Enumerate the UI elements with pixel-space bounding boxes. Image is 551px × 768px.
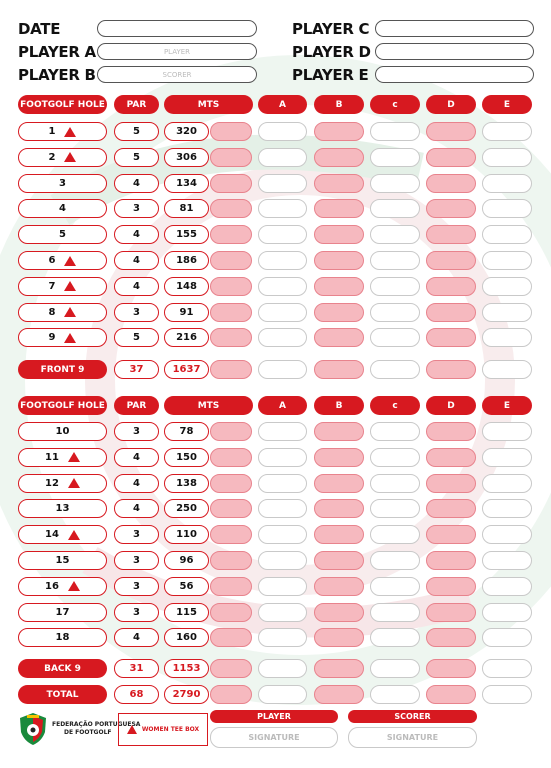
hole-number-cell (18, 474, 107, 493)
scorer-signature-header: SCORER (348, 710, 477, 723)
player-c-score-input[interactable] (370, 122, 420, 141)
women-tee-triangle-icon (68, 581, 80, 591)
hole-number: 1 (48, 126, 56, 137)
player-d-score-input[interactable] (426, 525, 476, 544)
player-a-score-input[interactable] (258, 122, 307, 141)
player-b-score-input[interactable] (314, 122, 364, 141)
extra-score-input[interactable] (210, 422, 252, 441)
player-e-score-input[interactable] (482, 251, 532, 270)
par-cell: 4 (114, 174, 159, 193)
player-d-score-input[interactable] (426, 551, 476, 570)
legend-label: WOMEN TEE BOX (141, 726, 200, 733)
federation-name-line1: FEDERAÇÃO PORTUGUESA (52, 721, 141, 728)
hole-number-cell (18, 174, 107, 193)
extra-score-input[interactable] (210, 499, 252, 518)
player-c-score-input[interactable] (370, 422, 420, 441)
par-cell: 4 (114, 225, 159, 244)
scorer-signature-field[interactable]: SIGNATURE (348, 727, 477, 748)
hole-number: 14 (45, 529, 59, 541)
federation-name-line2: DE FOOTGOLF (64, 729, 112, 736)
hole-number: 11 (45, 451, 59, 463)
player-a-score-input[interactable] (258, 148, 307, 167)
player-e-score-input[interactable] (482, 474, 532, 493)
meters-cell: 91 (164, 303, 209, 322)
hole-number-cell (18, 448, 107, 467)
par-cell: 4 (114, 474, 159, 493)
player-e-score-input[interactable] (482, 628, 532, 647)
hole-number: 18 (55, 632, 70, 644)
hole-number-cell (18, 422, 107, 441)
front9-d-input[interactable] (426, 360, 476, 379)
extra-score-input[interactable] (210, 303, 252, 322)
player-c-score-input[interactable] (370, 628, 420, 647)
player-e-score-input[interactable] (482, 525, 532, 544)
meters-cell: 110 (164, 525, 209, 544)
hole-number-cell (18, 525, 107, 544)
extra-score-input[interactable] (210, 551, 252, 570)
player-c-score-input[interactable] (370, 551, 420, 570)
player-c-score-input[interactable] (370, 603, 420, 622)
meters-cell: 134 (164, 174, 209, 193)
par-cell: 3 (114, 551, 159, 570)
par-cell: 4 (114, 499, 159, 518)
player-d-score-input[interactable] (426, 122, 476, 141)
extra-score-input[interactable] (210, 328, 252, 347)
hole-number: 12 (45, 477, 59, 489)
extra-score-input[interactable] (210, 474, 252, 493)
extra-score-input[interactable] (210, 174, 252, 193)
extra-score-input[interactable] (210, 199, 252, 218)
front9-extra-input[interactable] (210, 360, 252, 379)
meters-cell: 250 (164, 499, 209, 518)
player-a-score-input[interactable] (258, 422, 307, 441)
player-c-field[interactable] (375, 20, 534, 37)
women-tee-triangle-icon (68, 478, 80, 488)
player-signature-field[interactable]: SIGNATURE (210, 727, 338, 748)
player-b-score-input[interactable] (314, 448, 364, 467)
front9-par: 37 (114, 360, 159, 379)
extra-score-input[interactable] (210, 628, 252, 647)
hole-number: 7 (48, 280, 56, 292)
player-c-score-input[interactable] (370, 474, 420, 493)
par-cell: 3 (114, 199, 159, 218)
player-d-score-input[interactable] (426, 499, 476, 518)
meters-cell: 96 (164, 551, 209, 570)
hole-number: 6 (48, 255, 56, 266)
total-mts: 2790 (164, 685, 209, 704)
meters-cell: 155 (164, 225, 209, 244)
player-e-score-input[interactable] (482, 551, 532, 570)
hole-number: 16 (45, 580, 59, 592)
back-header-player-0: A (258, 396, 307, 415)
hole-number: 4 (59, 203, 66, 215)
player-a-score-input[interactable] (258, 603, 307, 622)
player-e-score-input[interactable] (482, 148, 532, 167)
player-b-score-input[interactable] (314, 199, 364, 218)
date-label: DATE (18, 20, 61, 38)
meters-cell: 160 (164, 628, 209, 647)
front-header-par: PAR (114, 95, 159, 114)
meters-cell: 78 (164, 422, 209, 441)
meters-cell: 186 (164, 251, 209, 270)
player-e-score-input[interactable] (482, 577, 532, 596)
player-b-score-input[interactable] (314, 577, 364, 596)
back-header-hole: FOOTGOLF HOLE (18, 396, 107, 415)
federation-logo-icon (18, 712, 48, 746)
player-a-score-input[interactable] (258, 448, 307, 467)
meters-cell: 81 (164, 199, 209, 218)
player-c-score-input[interactable] (370, 174, 420, 193)
player-b-score-input[interactable] (314, 422, 364, 441)
par-cell: 3 (114, 525, 159, 544)
front9-b-input[interactable] (314, 360, 364, 379)
hole-number: 2 (48, 151, 56, 163)
women-tee-triangle-icon (64, 281, 76, 291)
player-c-score-input[interactable] (370, 448, 420, 467)
player-d-score-input[interactable] (426, 251, 476, 270)
hole-number-cell (18, 603, 107, 622)
date-field[interactable] (97, 20, 257, 37)
player-d-score-input[interactable] (426, 577, 476, 596)
back-header-player-4: E (482, 396, 532, 415)
par-cell: 3 (114, 422, 159, 441)
player-a-score-input[interactable] (258, 551, 307, 570)
player-d-score-input[interactable] (426, 448, 476, 467)
back-header-player-3: D (426, 396, 476, 415)
total-a-input[interactable] (258, 685, 307, 704)
player-c-score-input[interactable] (370, 225, 420, 244)
front9-e-input[interactable] (482, 360, 532, 379)
par-cell: 4 (114, 277, 159, 296)
extra-score-input[interactable] (210, 225, 252, 244)
front-header-player-4: E (482, 95, 532, 114)
player-c-score-input[interactable] (370, 525, 420, 544)
player-b-score-input[interactable] (314, 499, 364, 518)
back9-c-input[interactable] (370, 659, 420, 678)
women-tee-triangle-icon (64, 307, 76, 317)
front9-c-input[interactable] (370, 360, 420, 379)
hole-number-cell (18, 303, 107, 322)
par-cell: 3 (114, 577, 159, 596)
par-cell: 5 (114, 328, 159, 347)
extra-score-input[interactable] (210, 251, 252, 270)
player-b-score-input[interactable] (314, 251, 364, 270)
player-e-score-input[interactable] (482, 277, 532, 296)
back9-b-input[interactable] (314, 659, 364, 678)
player-a-field[interactable]: PLAYER (97, 43, 257, 60)
hole-number: 13 (55, 503, 70, 515)
player-d-score-input[interactable] (426, 303, 476, 322)
meters-cell: 216 (164, 328, 209, 347)
player-c-score-input[interactable] (370, 148, 420, 167)
back9-e-input[interactable] (482, 659, 532, 678)
par-cell: 3 (114, 603, 159, 622)
hole-number-cell (18, 199, 107, 218)
player-b-score-input[interactable] (314, 525, 364, 544)
front9-label: FRONT 9 (18, 360, 107, 379)
player-c-score-input[interactable] (370, 199, 420, 218)
back9-extra-input[interactable] (210, 659, 252, 678)
women-tee-triangle-icon (64, 333, 76, 343)
player-d-field[interactable] (375, 43, 534, 60)
hole-number-cell (18, 277, 107, 296)
extra-score-input[interactable] (210, 525, 252, 544)
total-c-input[interactable] (370, 685, 420, 704)
player-a-score-input[interactable] (258, 303, 307, 322)
back9-mts: 1153 (164, 659, 209, 678)
player-c-label: PLAYER C (292, 20, 370, 38)
player-b-score-input[interactable] (314, 551, 364, 570)
player-a-score-input[interactable] (258, 628, 307, 647)
women-tee-triangle-icon (64, 256, 76, 266)
par-cell: 5 (114, 122, 159, 141)
player-a-score-input[interactable] (258, 199, 307, 218)
triangle-icon (127, 725, 137, 734)
player-a-score-input[interactable] (258, 474, 307, 493)
back9-label: BACK 9 (18, 659, 107, 678)
player-e-score-input[interactable] (482, 225, 532, 244)
extra-score-input[interactable] (210, 577, 252, 596)
player-d-score-input[interactable] (426, 225, 476, 244)
player-b-label: PLAYER B (18, 66, 96, 84)
player-a-label: PLAYER A (18, 43, 96, 61)
hole-number-cell (18, 551, 107, 570)
player-e-score-input[interactable] (482, 422, 532, 441)
meters-cell: 148 (164, 277, 209, 296)
hole-number-cell (18, 328, 107, 347)
back-header-player-2: c (370, 396, 420, 415)
player-signature-header: PLAYER (210, 710, 338, 723)
meters-cell: 320 (164, 122, 209, 141)
back-header-player-1: B (314, 396, 364, 415)
front9-a-input[interactable] (258, 360, 307, 379)
total-label: TOTAL (18, 685, 107, 704)
meters-cell: 56 (164, 577, 209, 596)
extra-score-input[interactable] (210, 122, 252, 141)
player-a-score-input[interactable] (258, 251, 307, 270)
player-b-score-input[interactable] (314, 148, 364, 167)
back-header-mts: MTS (164, 396, 253, 415)
player-d-label: PLAYER D (292, 43, 371, 61)
player-a-score-input[interactable] (258, 174, 307, 193)
player-e-score-input[interactable] (482, 199, 532, 218)
player-a-score-input[interactable] (258, 328, 307, 347)
player-c-score-input[interactable] (370, 328, 420, 347)
player-e-label: PLAYER E (292, 66, 369, 84)
player-e-score-input[interactable] (482, 448, 532, 467)
player-a-score-input[interactable] (258, 525, 307, 544)
hole-number: 10 (55, 426, 70, 437)
hole-number-cell (18, 628, 107, 647)
hole-number-cell (18, 122, 107, 141)
women-tee-triangle-icon (64, 152, 76, 162)
extra-score-input[interactable] (210, 148, 252, 167)
women-tee-legend (118, 713, 208, 746)
player-d-score-input[interactable] (426, 422, 476, 441)
hole-number: 3 (59, 177, 66, 189)
par-cell: 4 (114, 448, 159, 467)
player-c-score-input[interactable] (370, 251, 420, 270)
player-a-score-input[interactable] (258, 499, 307, 518)
hole-number-cell (18, 225, 107, 244)
player-e-score-input[interactable] (482, 603, 532, 622)
women-tee-triangle-icon (68, 530, 80, 540)
total-par: 68 (114, 685, 159, 704)
back9-d-input[interactable] (426, 659, 476, 678)
player-d-score-input[interactable] (426, 277, 476, 296)
player-a-score-input[interactable] (258, 277, 307, 296)
back9-a-input[interactable] (258, 659, 307, 678)
player-d-score-input[interactable] (426, 199, 476, 218)
extra-score-input[interactable] (210, 448, 252, 467)
back9-par: 31 (114, 659, 159, 678)
player-b-score-input[interactable] (314, 474, 364, 493)
hole-number: 17 (55, 606, 70, 618)
meters-cell: 115 (164, 603, 209, 622)
player-c-score-input[interactable] (370, 277, 420, 296)
extra-score-input[interactable] (210, 277, 252, 296)
hole-number-cell (18, 148, 107, 167)
player-b-score-input[interactable] (314, 328, 364, 347)
front-header-player-3: D (426, 95, 476, 114)
front9-mts: 1637 (164, 360, 209, 379)
hole-number: 15 (55, 555, 70, 566)
hole-number-cell (18, 577, 107, 596)
player-b-score-input[interactable] (314, 225, 364, 244)
player-c-score-input[interactable] (370, 577, 420, 596)
women-tee-triangle-icon (64, 127, 76, 137)
hole-number: 8 (48, 306, 56, 318)
front-header-hole: FOOTGOLF HOLE (18, 95, 107, 114)
front-header-player-0: A (258, 95, 307, 114)
meters-cell: 150 (164, 448, 209, 467)
hole-number-cell (18, 499, 107, 518)
player-e-score-input[interactable] (482, 499, 532, 518)
player-d-score-input[interactable] (426, 174, 476, 193)
total-e-input[interactable] (482, 685, 532, 704)
player-b-score-input[interactable] (314, 628, 364, 647)
front-header-player-2: c (370, 95, 420, 114)
player-b-score-input[interactable] (314, 174, 364, 193)
player-d-score-input[interactable] (426, 603, 476, 622)
player-b-field[interactable]: SCORER (97, 66, 257, 83)
back-header-par: PAR (114, 396, 159, 415)
par-cell: 4 (114, 251, 159, 270)
player-c-score-input[interactable] (370, 303, 420, 322)
player-b-score-input[interactable] (314, 303, 364, 322)
total-b-input[interactable] (314, 685, 364, 704)
player-b-score-input[interactable] (314, 603, 364, 622)
player-b-score-input[interactable] (314, 277, 364, 296)
women-tee-triangle-icon (68, 452, 80, 462)
player-e-score-input[interactable] (482, 328, 532, 347)
extra-score-input[interactable] (210, 603, 252, 622)
meters-cell: 138 (164, 474, 209, 493)
player-e-score-input[interactable] (482, 303, 532, 322)
player-e-score-input[interactable] (482, 174, 532, 193)
player-e-field[interactable] (375, 66, 534, 83)
player-d-score-input[interactable] (426, 474, 476, 493)
total-d-input[interactable] (426, 685, 476, 704)
par-cell: 5 (114, 148, 159, 167)
player-d-score-input[interactable] (426, 328, 476, 347)
front-header-mts: MTS (164, 95, 253, 114)
player-d-score-input[interactable] (426, 148, 476, 167)
hole-number-cell (18, 251, 107, 270)
par-cell: 3 (114, 303, 159, 322)
player-c-score-input[interactable] (370, 499, 420, 518)
hole-number: 9 (48, 332, 56, 344)
total-extra-input[interactable] (210, 685, 252, 704)
hole-number: 5 (59, 229, 66, 241)
player-a-score-input[interactable] (258, 577, 307, 596)
front-header-player-1: B (314, 95, 364, 114)
meters-cell: 306 (164, 148, 209, 167)
player-a-score-input[interactable] (258, 225, 307, 244)
par-cell: 4 (114, 628, 159, 647)
player-e-score-input[interactable] (482, 122, 532, 141)
player-d-score-input[interactable] (426, 628, 476, 647)
